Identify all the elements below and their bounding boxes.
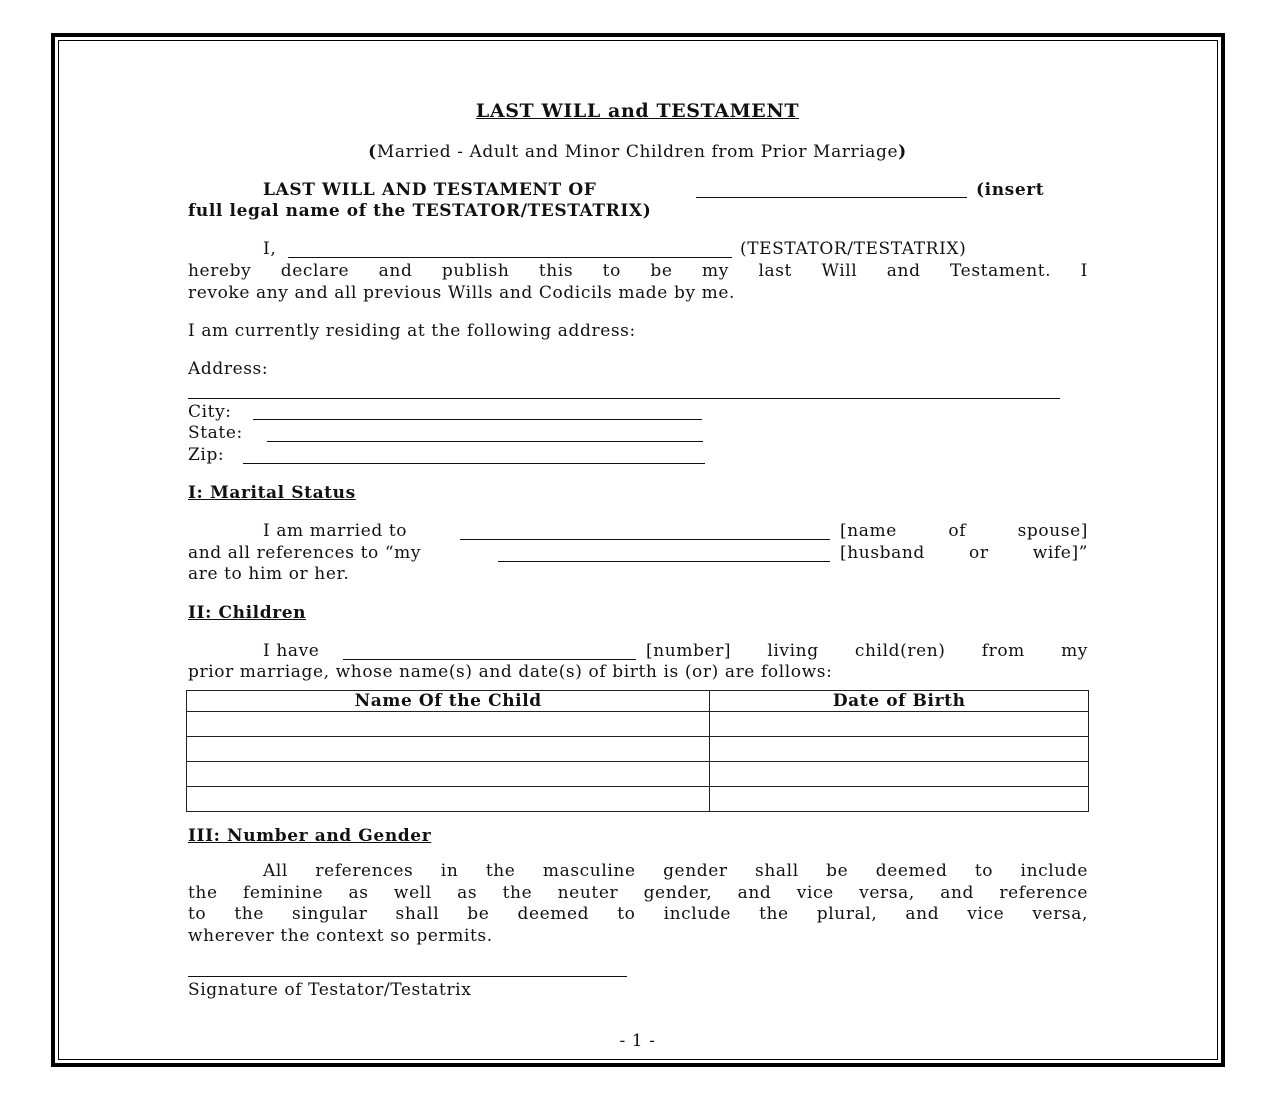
references-to-text: and all references to “my xyxy=(188,543,422,563)
table-row xyxy=(187,712,1089,737)
declare-i: I, xyxy=(263,239,277,259)
gender-paragraph-line4: wherever the context so permits. xyxy=(188,926,493,946)
section-children-heading: II: Children xyxy=(188,603,307,623)
child-name-cell[interactable] xyxy=(187,787,710,812)
declare-role: (TESTATOR/TESTATRIX) xyxy=(740,239,967,259)
children-table xyxy=(186,690,1089,812)
husband-or-wife-text: [husband or wife]” xyxy=(840,543,1088,563)
child-dob-cell[interactable] xyxy=(710,737,1089,762)
column-header-child-name: Name Of the Child xyxy=(187,691,710,712)
document-subtitle: (Married - Adult and Minor Children from Prior Marriage) xyxy=(368,142,907,162)
address-label: Address: xyxy=(188,359,269,379)
table-row xyxy=(187,737,1089,762)
gender-paragraph-line2: the feminine as well as the neuter gender, and vice versa, and reference xyxy=(188,883,1088,903)
zip-blank[interactable] xyxy=(243,463,705,464)
declare-line2: hereby declare and publish this to be my last Will and Testament. I xyxy=(188,261,1088,281)
address-blank[interactable] xyxy=(188,398,1060,399)
zip-label: Zip: xyxy=(188,445,225,465)
testator-name-blank[interactable] xyxy=(696,197,967,198)
children-table-header xyxy=(187,691,1089,712)
table-row xyxy=(187,762,1089,787)
city-label: City: xyxy=(188,402,232,422)
document-title: LAST WILL and TESTAMENT xyxy=(475,100,800,122)
spouse-name-blank[interactable] xyxy=(460,539,830,540)
testator-declare-blank[interactable] xyxy=(288,257,732,258)
signature-label: Signature of Testator/Testatrix xyxy=(188,980,472,1000)
husband-wife-blank[interactable] xyxy=(498,561,830,562)
gender-paragraph-line3: to the singular shall be deemed to include the plural, and vice versa, xyxy=(188,904,1088,924)
state-label: State: xyxy=(188,423,243,443)
child-dob-cell[interactable] xyxy=(710,762,1089,787)
signature-line[interactable] xyxy=(188,976,627,977)
i-have-text: I have xyxy=(263,641,320,661)
to-him-or-her-text: are to him or her. xyxy=(188,564,350,584)
testator-heading-prefix: LAST WILL AND TESTAMENT OF xyxy=(263,180,597,200)
child-dob-cell[interactable] xyxy=(710,787,1089,812)
testator-heading-line2: full legal name of the TESTATOR/TESTATRIX) xyxy=(188,201,652,221)
prior-marriage-text: prior marriage, whose name(s) and date(s) of birth is (or) are follows: xyxy=(188,662,833,682)
married-to-text: I am married to xyxy=(263,521,408,541)
gender-paragraph-line1: All references in the masculine gender shall be deemed to include xyxy=(263,861,1088,881)
column-header-date-of-birth: Date of Birth xyxy=(710,691,1089,712)
number-living-text: [number] living child(ren) from my xyxy=(646,641,1088,661)
child-name-cell[interactable] xyxy=(187,737,710,762)
section-number-gender-heading: III: Number and Gender xyxy=(188,826,432,846)
testator-heading-suffix: (insert xyxy=(976,180,1045,200)
state-blank[interactable] xyxy=(267,441,703,442)
page-number: - 1 - xyxy=(619,1031,656,1051)
name-of-spouse-text: [name of spouse] xyxy=(840,521,1088,541)
city-blank[interactable] xyxy=(253,419,702,420)
declare-line3: revoke any and all previous Wills and Codicils made by me. xyxy=(188,283,736,303)
table-row xyxy=(187,787,1089,812)
child-name-cell[interactable] xyxy=(187,712,710,737)
child-name-cell[interactable] xyxy=(187,762,710,787)
section-marital-status-heading: I: Marital Status xyxy=(188,483,356,503)
residing-text: I am currently residing at the following address: xyxy=(188,321,636,341)
child-dob-cell[interactable] xyxy=(710,712,1089,737)
number-of-children-blank[interactable] xyxy=(343,659,636,660)
